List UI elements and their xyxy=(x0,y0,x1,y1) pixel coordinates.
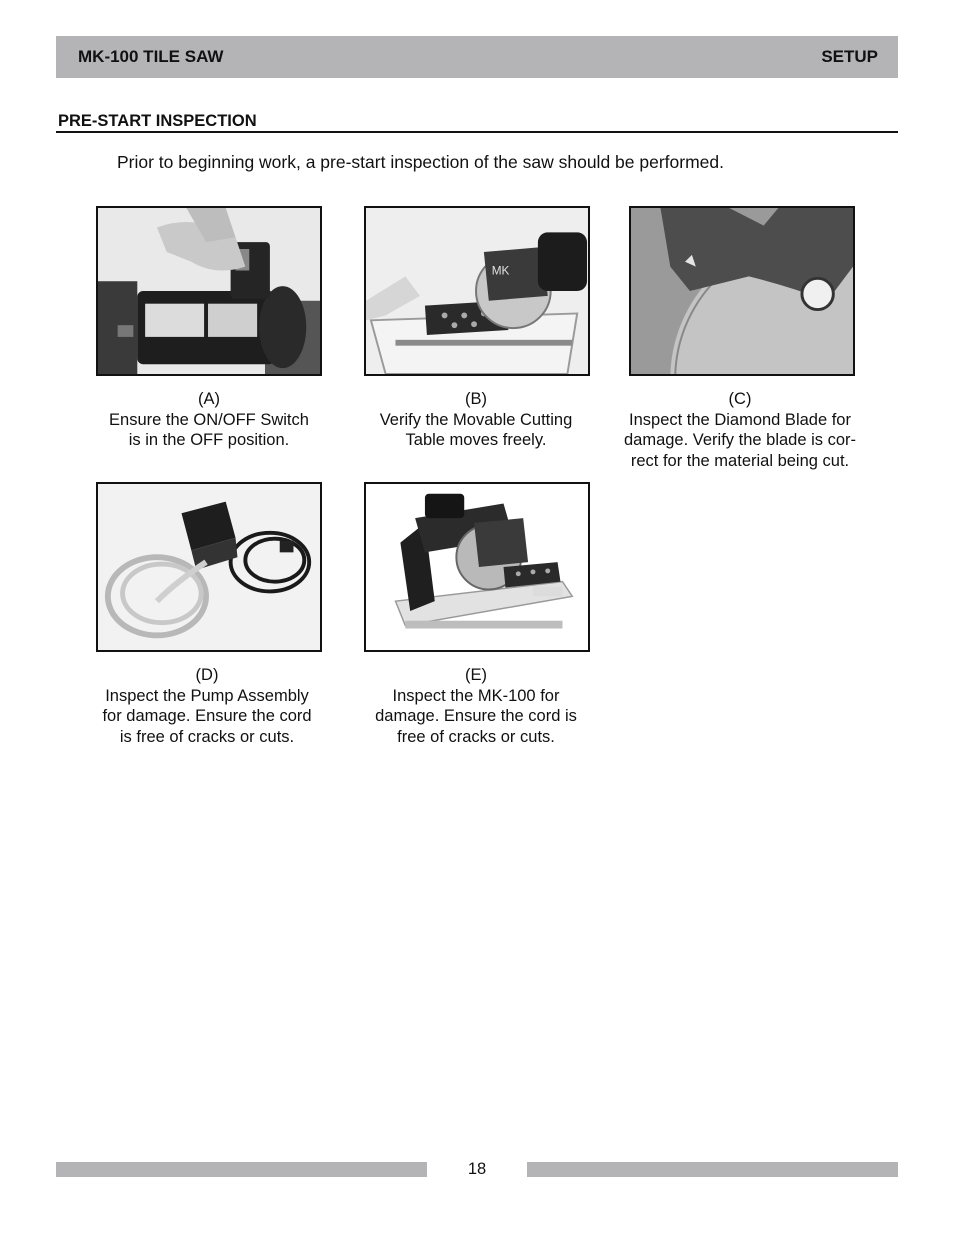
caption-d xyxy=(72,665,342,747)
caption-e xyxy=(341,665,611,747)
caption-a-letter: (A) xyxy=(198,390,220,408)
caption-b-line-1: Verify the Movable Cutting xyxy=(379,410,573,429)
photo-b-cutting-table xyxy=(364,206,590,376)
caption-c-line-2: damage. Verify the blade is cor- xyxy=(623,431,857,450)
caption-e-letter: (E) xyxy=(465,666,487,684)
section-divider xyxy=(56,131,898,133)
caption-a-line-2: is in the OFF position. xyxy=(128,431,290,450)
svg-text:MK: MK xyxy=(491,264,510,278)
caption-a xyxy=(74,389,344,451)
caption-c xyxy=(605,389,875,471)
photo-d-pump-assembly xyxy=(96,482,322,652)
caption-c-line-1: Inspect the Diamond Blade for xyxy=(629,410,851,429)
header-bar xyxy=(56,36,898,78)
caption-d-line-3: is free of cracks or cuts. xyxy=(119,727,295,746)
caption-d-letter: (D) xyxy=(195,666,219,684)
manual-title: MK-100 TILE SAW xyxy=(78,47,224,66)
footer-bar-left xyxy=(56,1162,427,1177)
caption-e-line-1: Inspect the MK-100 for xyxy=(392,686,560,705)
caption-b xyxy=(341,389,611,451)
photo-a-switch xyxy=(96,206,322,376)
caption-e-line-3: free of cracks or cuts. xyxy=(397,727,555,746)
footer-bar-right xyxy=(527,1162,898,1177)
photo-e-complete-saw xyxy=(364,482,590,652)
intro-paragraph: Prior to beginning work, a pre-start inspection of the saw should be performed. xyxy=(117,152,724,172)
page-number: 18 xyxy=(467,1160,487,1178)
section-title: PRE-START INSPECTION xyxy=(58,112,257,130)
caption-d-line-1: Inspect the Pump Assembly xyxy=(105,686,309,705)
caption-c-line-3: rect for the material being cut. xyxy=(630,451,850,470)
section-name: SETUP xyxy=(821,47,878,66)
caption-c-letter: (C) xyxy=(728,390,752,408)
caption-a-line-1: Ensure the ON/OFF Switch xyxy=(109,410,309,429)
caption-b-line-2: Table moves freely. xyxy=(405,431,547,450)
caption-e-line-2: damage. Ensure the cord is xyxy=(375,707,577,726)
caption-d-line-2: for damage. Ensure the cord xyxy=(102,707,312,726)
caption-b-letter: (B) xyxy=(465,390,487,408)
photo-c-diamond-blade xyxy=(629,206,855,376)
